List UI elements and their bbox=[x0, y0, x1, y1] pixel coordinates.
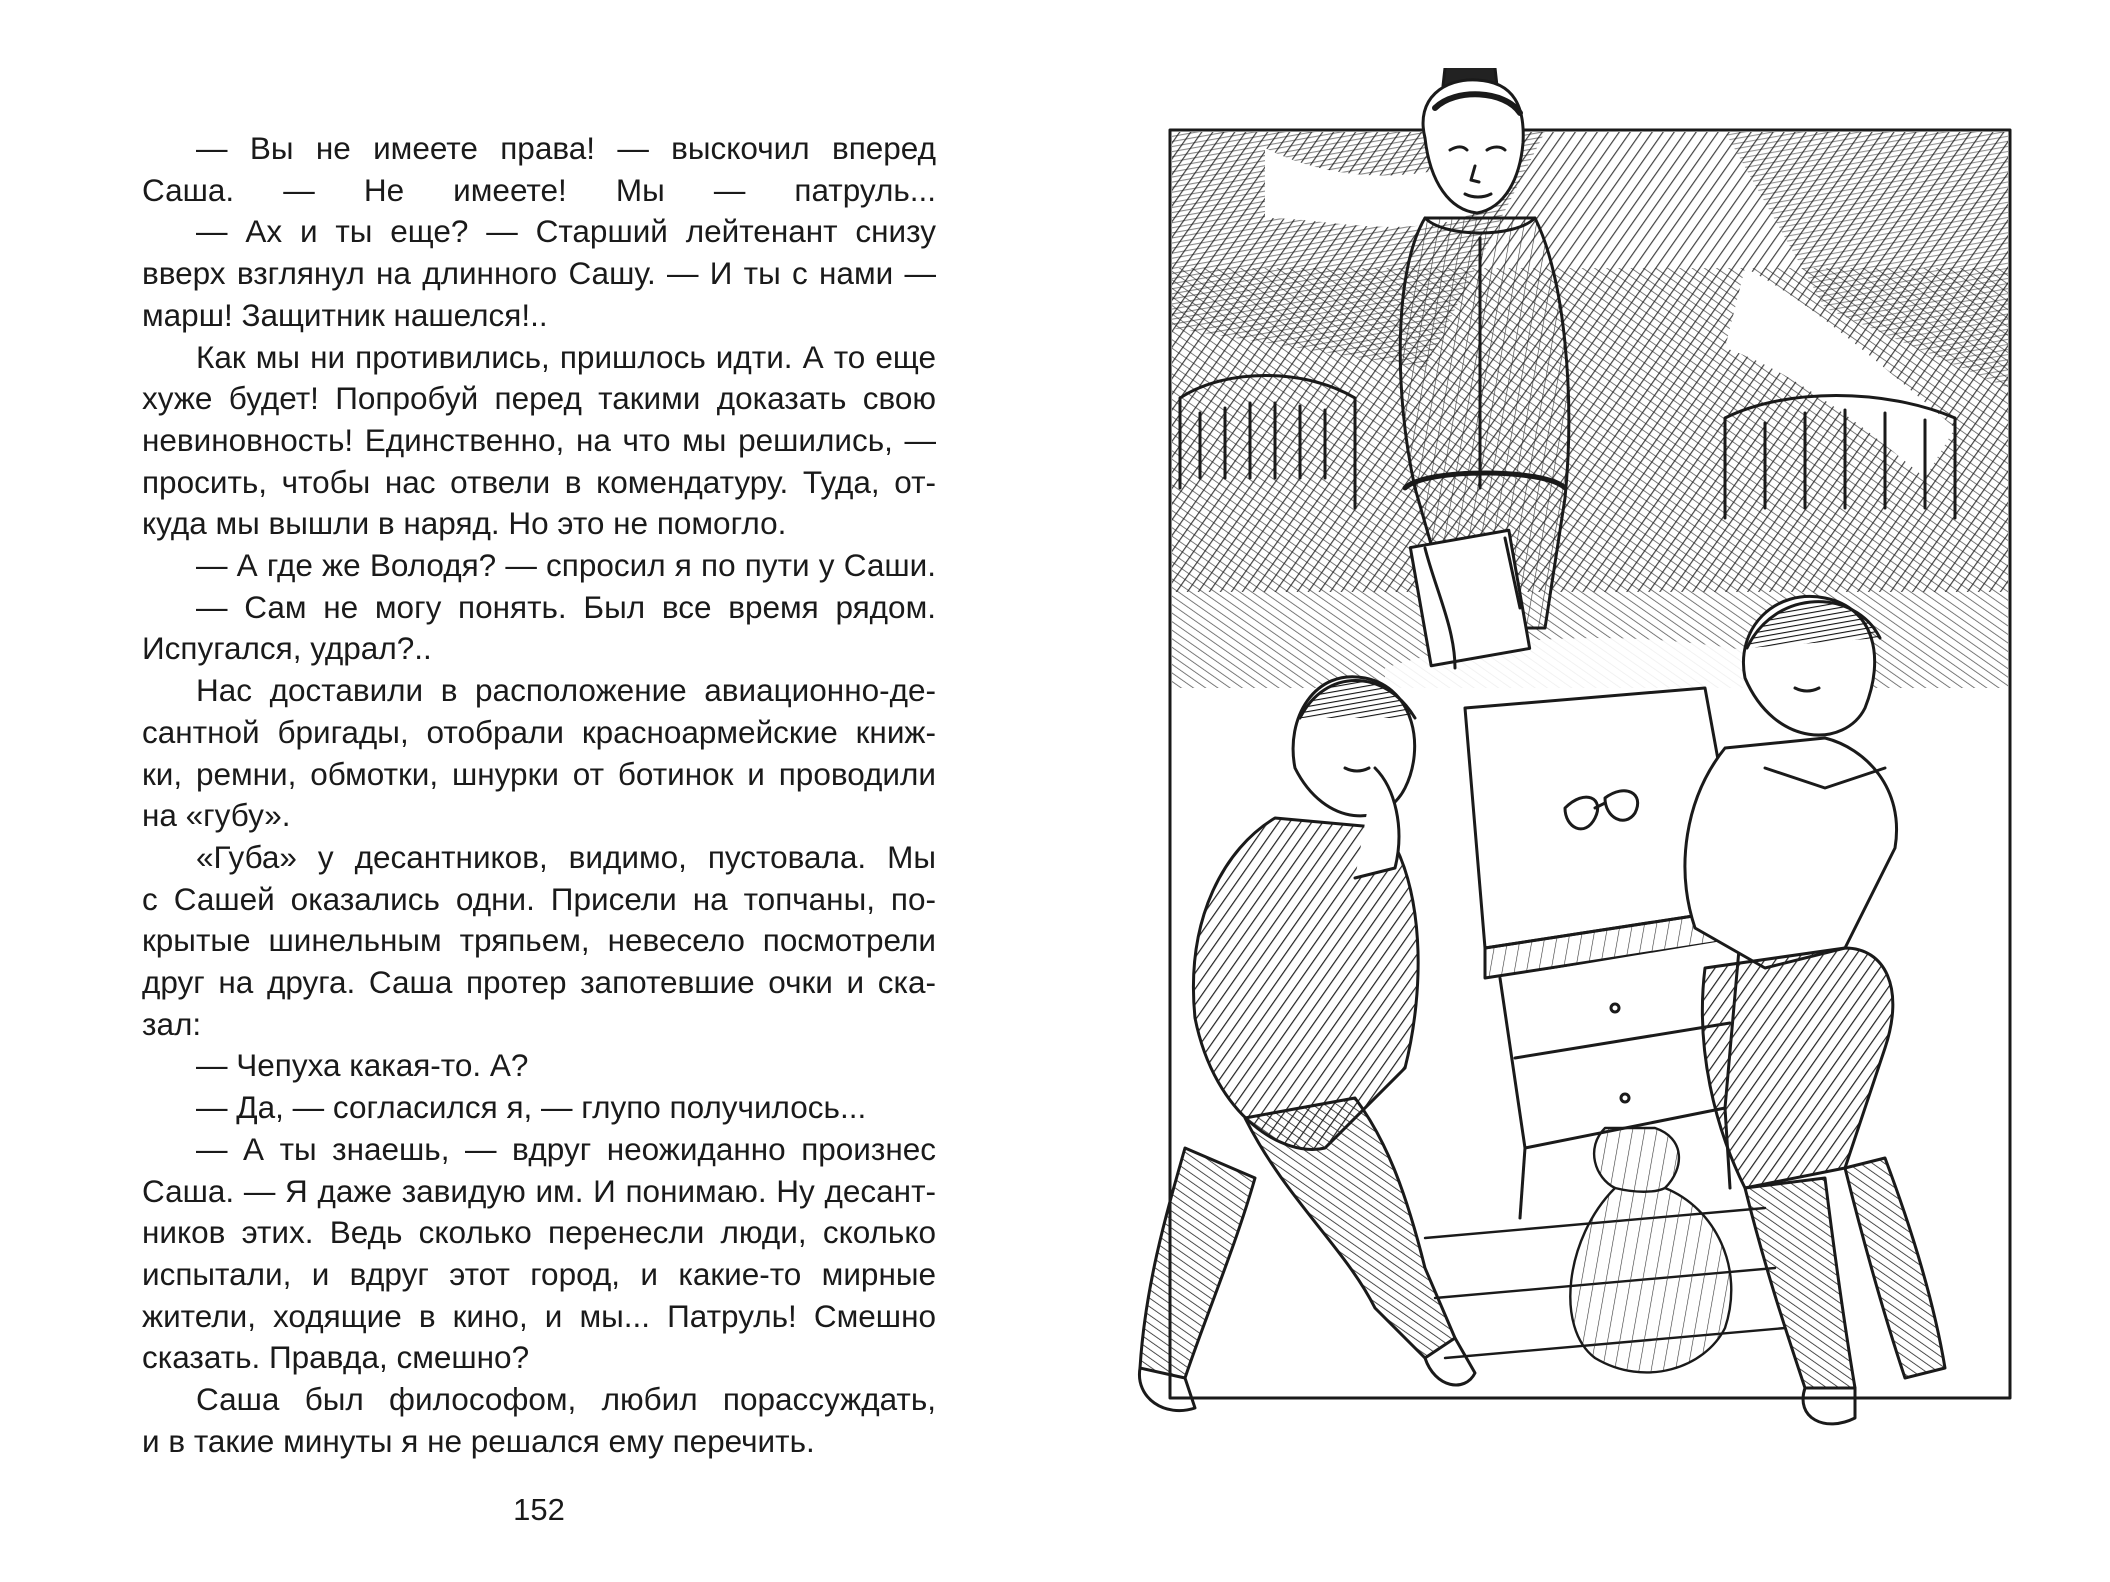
text-line: хуже будет! Попробуй перед такими доказать свою bbox=[142, 380, 936, 417]
text-line: — Сам не могу понять. Был все время рядом. bbox=[196, 588, 936, 625]
text-line: — Да, — согласился я, — глупо получилось... bbox=[196, 1089, 867, 1126]
text-line: испытали, и вдруг этот город, и какие-то мирные bbox=[142, 1255, 936, 1292]
text-line: Саша. — Не имеете! Мы — патруль... bbox=[142, 171, 936, 208]
page-number: 152 bbox=[513, 1492, 565, 1527]
text-line: Нас доставили в расположение авиационно-де- bbox=[196, 672, 936, 709]
text-line: Испугался, удрал?.. bbox=[142, 630, 432, 667]
text-line: — А ты знаешь, — вдруг неожиданно произнес bbox=[196, 1130, 936, 1167]
text-line: «Губа» у десантников, видимо, пустовала. Мы bbox=[196, 838, 936, 875]
text-line: и в такие минуты я не решался ему перечить. bbox=[142, 1422, 815, 1459]
text-line: — Вы не имеете права! — выскочил вперед bbox=[196, 130, 936, 166]
text-line: — Ах и ты еще? — Старший лейтенант снизу bbox=[196, 213, 936, 250]
text-line: зал: bbox=[142, 1005, 202, 1042]
text-line: — А где же Володя? — спросил я по пути у Саши. bbox=[196, 547, 936, 584]
text-line: просить, чтобы нас отвели в комендатуру. Туда, от- bbox=[142, 463, 936, 500]
text-line: марш! Защитник нашелся!.. bbox=[142, 296, 548, 333]
ink-illustration bbox=[1125, 68, 2045, 1488]
text-line: друг на друга. Саша протер запотевшие очки и ска- bbox=[142, 964, 936, 1001]
text-line: Саша. — Я даже завидую им. И понимаю. Ну десант- bbox=[142, 1172, 936, 1209]
text-line: — Чепуха какая-то. А? bbox=[196, 1047, 529, 1084]
text-line: вверх взглянул на длинного Сашу. — И ты с нами — bbox=[142, 255, 936, 292]
text-line: с Сашей оказались одни. Присели на топчаны, по- bbox=[142, 880, 936, 917]
text-line: жители, ходящие в кино, и мы... Патруль! Смешно bbox=[142, 1297, 936, 1334]
text-line: невиновность! Единственно, на что мы решились, — bbox=[142, 421, 936, 458]
text-line: сантной бригады, отобрали красноармейские книж- bbox=[142, 713, 936, 750]
body-text bbox=[142, 128, 936, 1463]
left-sleeping-boy bbox=[1139, 677, 1475, 1411]
text-line: ки, ремни, обмотки, шнурки от ботинок и проводили bbox=[142, 755, 936, 792]
text-line: сказать. Правда, смешно? bbox=[142, 1339, 530, 1376]
text-line: Как мы ни противились, пришлось идти. А то еще bbox=[196, 338, 936, 375]
background-shading bbox=[1172, 132, 2008, 728]
text-line: на «губу». bbox=[142, 797, 291, 834]
text-line: куда мы вышли в наряд. Но это не помогло. bbox=[142, 505, 787, 542]
text-line: ников этих. Ведь сколько перенесли люди, сколько bbox=[142, 1214, 936, 1251]
floor-and-bag bbox=[1425, 1128, 1785, 1372]
text-line: Саша был философом, любил порассуждать, bbox=[196, 1381, 936, 1418]
text-line: крытые шинельным тряпьем, невесело посмотрели bbox=[142, 922, 936, 959]
